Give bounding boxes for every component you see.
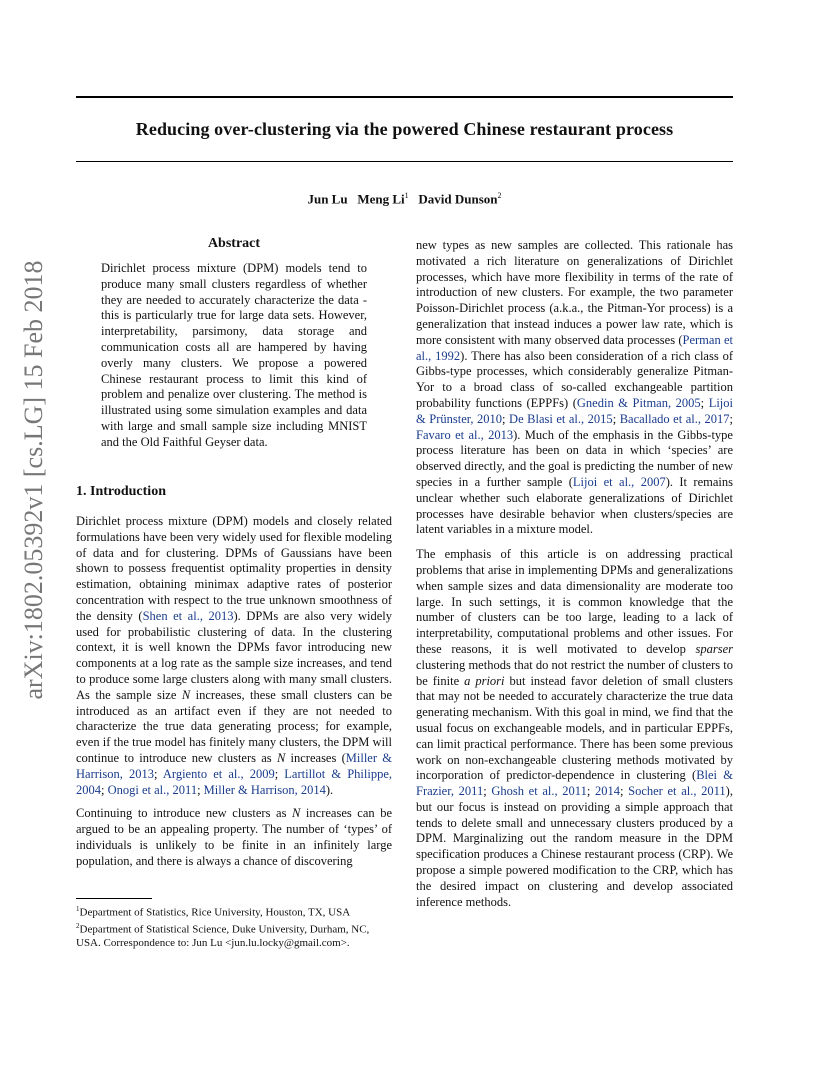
citation-link[interactable]: Favaro et al., 2013 xyxy=(416,427,514,442)
author-list xyxy=(76,191,733,207)
citation-link[interactable]: Shen et al., 2013 xyxy=(142,608,234,623)
title-rule-top xyxy=(76,96,733,98)
section-heading: 1. Introduction xyxy=(76,484,166,499)
left-column xyxy=(76,514,392,870)
emphasis-text: a priori xyxy=(464,673,505,688)
math-symbol: N xyxy=(276,750,286,765)
intro-paragraph: new types as new samples are collected. This rationale has motivated a rich literature on generalizations of Dirichlet processes, which have more flexibility in terms of the rate of introduction of new clusters. For example, the two parameter Poisson-Dirichlet process (a.k.a., the Pitman-Yor process) is a generalization that instead induces a power law rate, which is more consistent with many observed data processes (Perman et al., 1992). There has also been consideration of a rich class of Gibbs-type processes, which considerably generalize Pitman-Yor to a broad class of so-called exchangeable partition probability functions (EPPFs) (Gnedin & Pitman, 2005; Lijoi & Prünster, 2010; De Blasi et al., 2015; Bacallado et al., 2017; Favaro et al., 2013). Much of the emphasis in the Gibbs-type process literature has been on data in which ‘species’ are observed directly, and the goal is predicting the number of new species in a further sample (Lijoi et al., 2007). It remains unclear whether such elaborate generalizations of Dirichlet processes have desirable behavior when clusters/species are latent variables in a mixture model. xyxy=(416,238,733,537)
citation-link[interactable]: Argiento et al., 2009 xyxy=(162,766,275,781)
author-name: Meng Li xyxy=(357,191,405,207)
citation-link[interactable]: Lijoi & Prünster, 2010 xyxy=(416,395,733,426)
footnote: $^2$Department of Statistical Science, Duke University, Durham, NC, USA. Correspondence to: Jun Lu <jun.lu.locky@gmail.com>. xyxy=(76,922,370,950)
citation-link[interactable]: Bacallado et al., 2017 xyxy=(619,411,730,426)
intro-paragraph: Dirichlet process mixture (DPM) models and closely related formulations have been very widely used for flexible modeling of data and for clustering. DPMs of Gaussians have been shown to possess frequentist optimality properties in density estimation, obtaining minimax adaptive rates of posterior concentration with respect to the true unknown smoothness of the density (Shen et al., 2013). DPMs are also very widely used for probabilistic clustering of data. In the clustering context, it is well known the DPMs favor introducing new components at a log rate as the sample size increases, and tend to produce some large clusters along with many small clusters. As the sample size N increases, these small clusters can be introduced as an artifact even if they are not needed to characterize the true data generating process; for example, even if the true model has finitely many clusters, the DPM will continue to introduce new clusters as N increases (Miller & Harrison, 2013; Argiento et al., 2009; Lartillot & Philippe, 2004; Onogi et al., 2011; Miller & Harrison, 2014). xyxy=(76,514,393,797)
footnote: $^1$Department of Statistics, Rice University, Houston, TX, USA xyxy=(76,905,351,919)
intro-paragraph: Continuing to introduce new clusters as N increases can be argued to be an appealing property. The number of ‘types’ of individuals is unlikely to be finite in an infinitely large population, and there is always a chance of discovering xyxy=(76,806,393,868)
arxiv-identifier: arXiv:1802.05392v1 [cs.LG] 15 Feb 2018 xyxy=(19,260,48,700)
citation-link[interactable]: Miller & Harrison, 2014 xyxy=(203,782,326,797)
math-symbol: N xyxy=(181,687,191,702)
abstract-text: Dirichlet process mixture (DPM) models tend to produce many small clusters regardless of whether they are needed to accurately characterize the data - this is particularly true for large data sets. However, interpretability, parsimony, data storage and communication costs all are hampered by having overly many clusters. We propose a powered Chinese restaurant process to limit this kind of problem and penalize over clustering. The method is illustrated using some simulation examples and data with large and small sample size including MNIST and the Old Faithful Geyser data. xyxy=(101,261,367,449)
affiliation-marker: 2 xyxy=(497,191,502,200)
intro-paragraph: The emphasis of this article is on addressing practical problems that arise in implementing DPMs and generalizations when sample sizes and data dimensionality are moderate too large. In such settings, it is common knowledge that the number of clusters can be too large, leading to a lack of interpretability, computational problems and other issues. For these reasons, it is well motivated to develop sparser clustering methods that do not restrict the number of clusters to be finite a priori but instead favor deletion of small clusters that may not be needed to accurately characterize the true data generating mechanism. With this goal in mind, we find that the usual focus on exchangeable models, and in particular EPPFs, can limit practical performance. There has been some previous work on non-exchangeable clustering methods motivated by incorporation of predictor-dependence in clustering (Blei & Frazier, 2011; Ghosh et al., 2011; 2014; Socher et al., 2011), but our focus is instead on providing a simple approach that tends to delete small and unnecessary clusters produced by a DPM. Marginalizing out the random measure in the DPM specification produces a Chinese restaurant process (CRP). We propose a simple powered modification to the CRP, which has the desired impact on clustering and develop associated inference methods. xyxy=(416,547,733,909)
citation-link[interactable]: Onogi et al., 2011 xyxy=(107,782,198,797)
citation-link[interactable]: Socher et al., 2011 xyxy=(628,784,726,799)
emphasis-text: sparser xyxy=(695,641,733,656)
footnotes xyxy=(76,903,392,951)
citation-link[interactable]: Blei & Frazier, 2011 xyxy=(416,768,733,799)
citation-link[interactable]: Ghosh et al., 2011 xyxy=(491,784,587,799)
citation-link[interactable]: De Blasi et al., 2015 xyxy=(509,411,613,426)
right-column xyxy=(416,238,733,910)
citation-link[interactable]: Perman et al., 1992 xyxy=(416,332,733,363)
citation-link[interactable]: Lijoi et al., 2007 xyxy=(572,474,666,489)
citation-link[interactable]: Lartillot & Philippe, 2004 xyxy=(76,766,392,797)
arxiv-sidebar xyxy=(14,260,54,700)
author-name: David Dunson xyxy=(418,191,498,207)
paper-title: Reducing over-clustering via the powered Chinese restaurant process xyxy=(135,119,674,139)
citation-link[interactable]: Miller & Harrison, 2013 xyxy=(76,750,392,781)
footnote-rule xyxy=(76,898,152,899)
citation-link[interactable]: Gnedin & Pitman, 2005 xyxy=(576,395,701,410)
affiliation-marker: 1 xyxy=(404,191,409,200)
math-symbol: N xyxy=(292,806,301,821)
abstract-heading: Abstract xyxy=(207,236,261,251)
author-name: Jun Lu xyxy=(307,191,348,207)
title-rule-bottom xyxy=(76,161,733,162)
citation-link[interactable]: 2014 xyxy=(594,784,620,799)
